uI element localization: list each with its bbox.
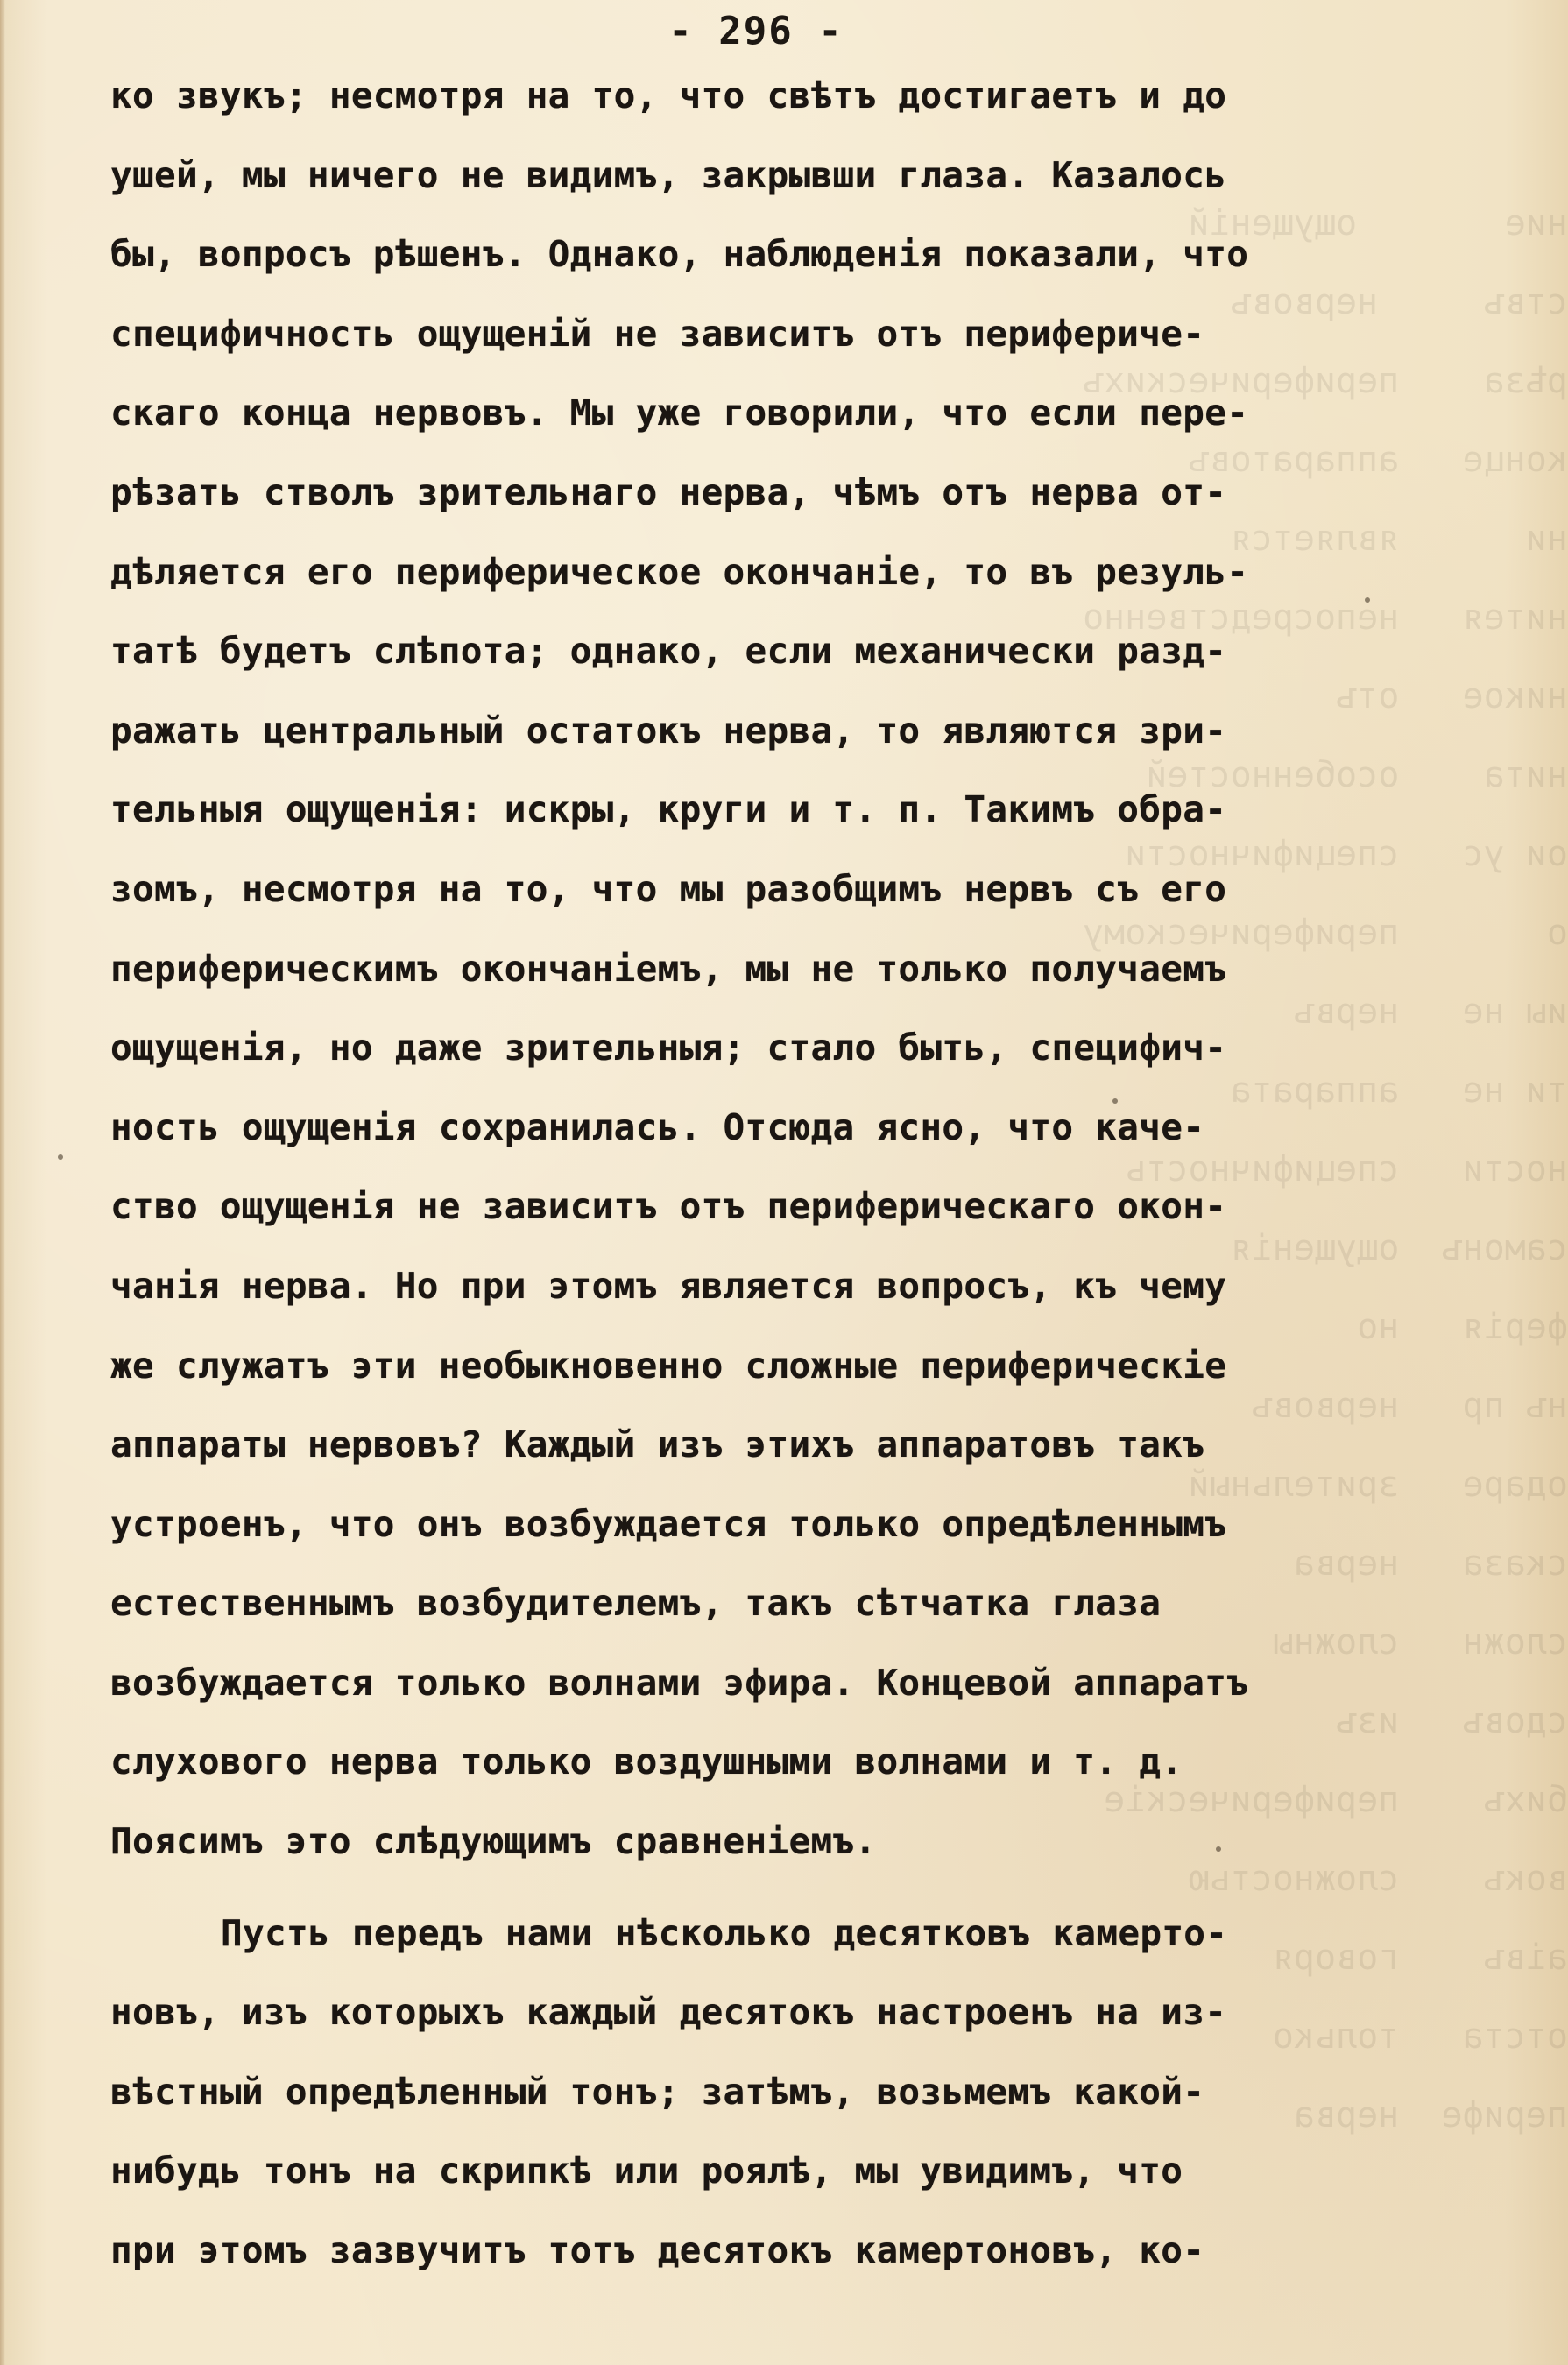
paper-speck [1112,1098,1118,1104]
text-line: ражать центральный остатокъ нерва, то являются зри- [110,709,1227,752]
text-line: ощущенія, но даже зрительныя; стало быть, специфич- [110,1027,1227,1070]
page-number: - 296 - [668,9,844,53]
text-line: естественнымъ возбудителемъ, такъ сѣтчатка глаза [110,1582,1162,1625]
text-line: новъ, изъ которыхъ каждый десятокъ настроенъ на из- [110,1991,1227,2034]
text-line: скаго конца нервовъ. Мы уже говорили, что если пере- [110,392,1249,434]
page-edge-shadow [0,0,5,2365]
text-line: возбуждается только волнами эфира. Концевой аппаратъ [110,1661,1249,1704]
paragraph-first-line: Пусть передъ нами нѣсколько десятковъ камерто- [221,1911,1228,1954]
text-line: ушей, мы ничего не видимъ, закрывши глаза. Казалось [110,153,1227,196]
text-line: ко звукъ; несмотря на то, что свѣтъ достигаетъ и до [110,74,1227,116]
text-line: дѣляется его периферическое окончаніе, то въ резуль- [110,550,1249,593]
text-line: зомъ, несмотря на то, что мы разобщимъ нервъ съ его [110,867,1227,910]
paper-speck [1216,1846,1221,1852]
paper-speck [58,1154,63,1160]
text-line: специфичность ощущеній не зависитъ отъ перифериче- [110,312,1205,355]
paper-speck [1365,597,1370,603]
text-line: бы, вопросъ рѣшенъ. Однако, наблюденія показали, что [110,233,1249,276]
text-line: тельныя ощущенія: искры, круги и т. п. Такимъ обра- [110,788,1227,831]
text-line: ность ощущенія сохранилась. Отсюда ясно, что каче- [110,1105,1205,1148]
text-line: вѣстный опредѣленный тонъ; затѣмъ, возьмемъ какой- [110,2070,1205,2113]
bleed-through-texture: ниe ощущеній ствъ нервовъ рѣза периферическихъ конце аппаратовъ ни является нитея непосредственно никое отъ нитa особенностей ои ус специфичности о периферическому иы не нервъ ти не аппарата ности специфичность самонъ ощущенія ферія но нъ пр нервовъ одарe зрительный сказa нерва сложн сложны сдовъ изъ бихъ периферическіе вокъ сложностью аівъ говоря отста только перифе нерва [1083,203,1568,2136]
text-line: татѣ будетъ слѣпота; однако, если механически разд- [110,630,1227,673]
text-line: рѣзать стволъ зрительнаго нерва, чѣмъ отъ нерва от- [110,470,1227,513]
text-line: чанія нерва. Но при этомъ является вопросъ, къ чему [110,1264,1227,1307]
text-line: периферическимъ окончаніемъ, мы не только получаемъ [110,947,1227,990]
text-line: нибудь тонъ на скрипкѣ или роялѣ, мы увидимъ, что [110,2150,1183,2192]
text-line: Поясимъ это слѣдующимъ сравненіемъ. [110,1820,877,1863]
body-text [110,56,1372,2291]
text-line: же служатъ эти необыкновенно сложные периферическіе [110,1344,1227,1387]
text-line: ство ощущенія не зависитъ отъ периферическаго окон- [110,1185,1227,1228]
text-line: аппараты нервовъ? Каждый изъ этихъ аппаратовъ такъ [110,1423,1205,1466]
text-line: при этомъ зазвучитъ тотъ десятокъ камертоновъ, ко- [110,2229,1205,2272]
text-line: устроенъ, что онъ возбуждается только опредѣленнымъ [110,1502,1227,1545]
text-line: слухового нерва только воздушными волнами и т. д. [110,1740,1183,1783]
